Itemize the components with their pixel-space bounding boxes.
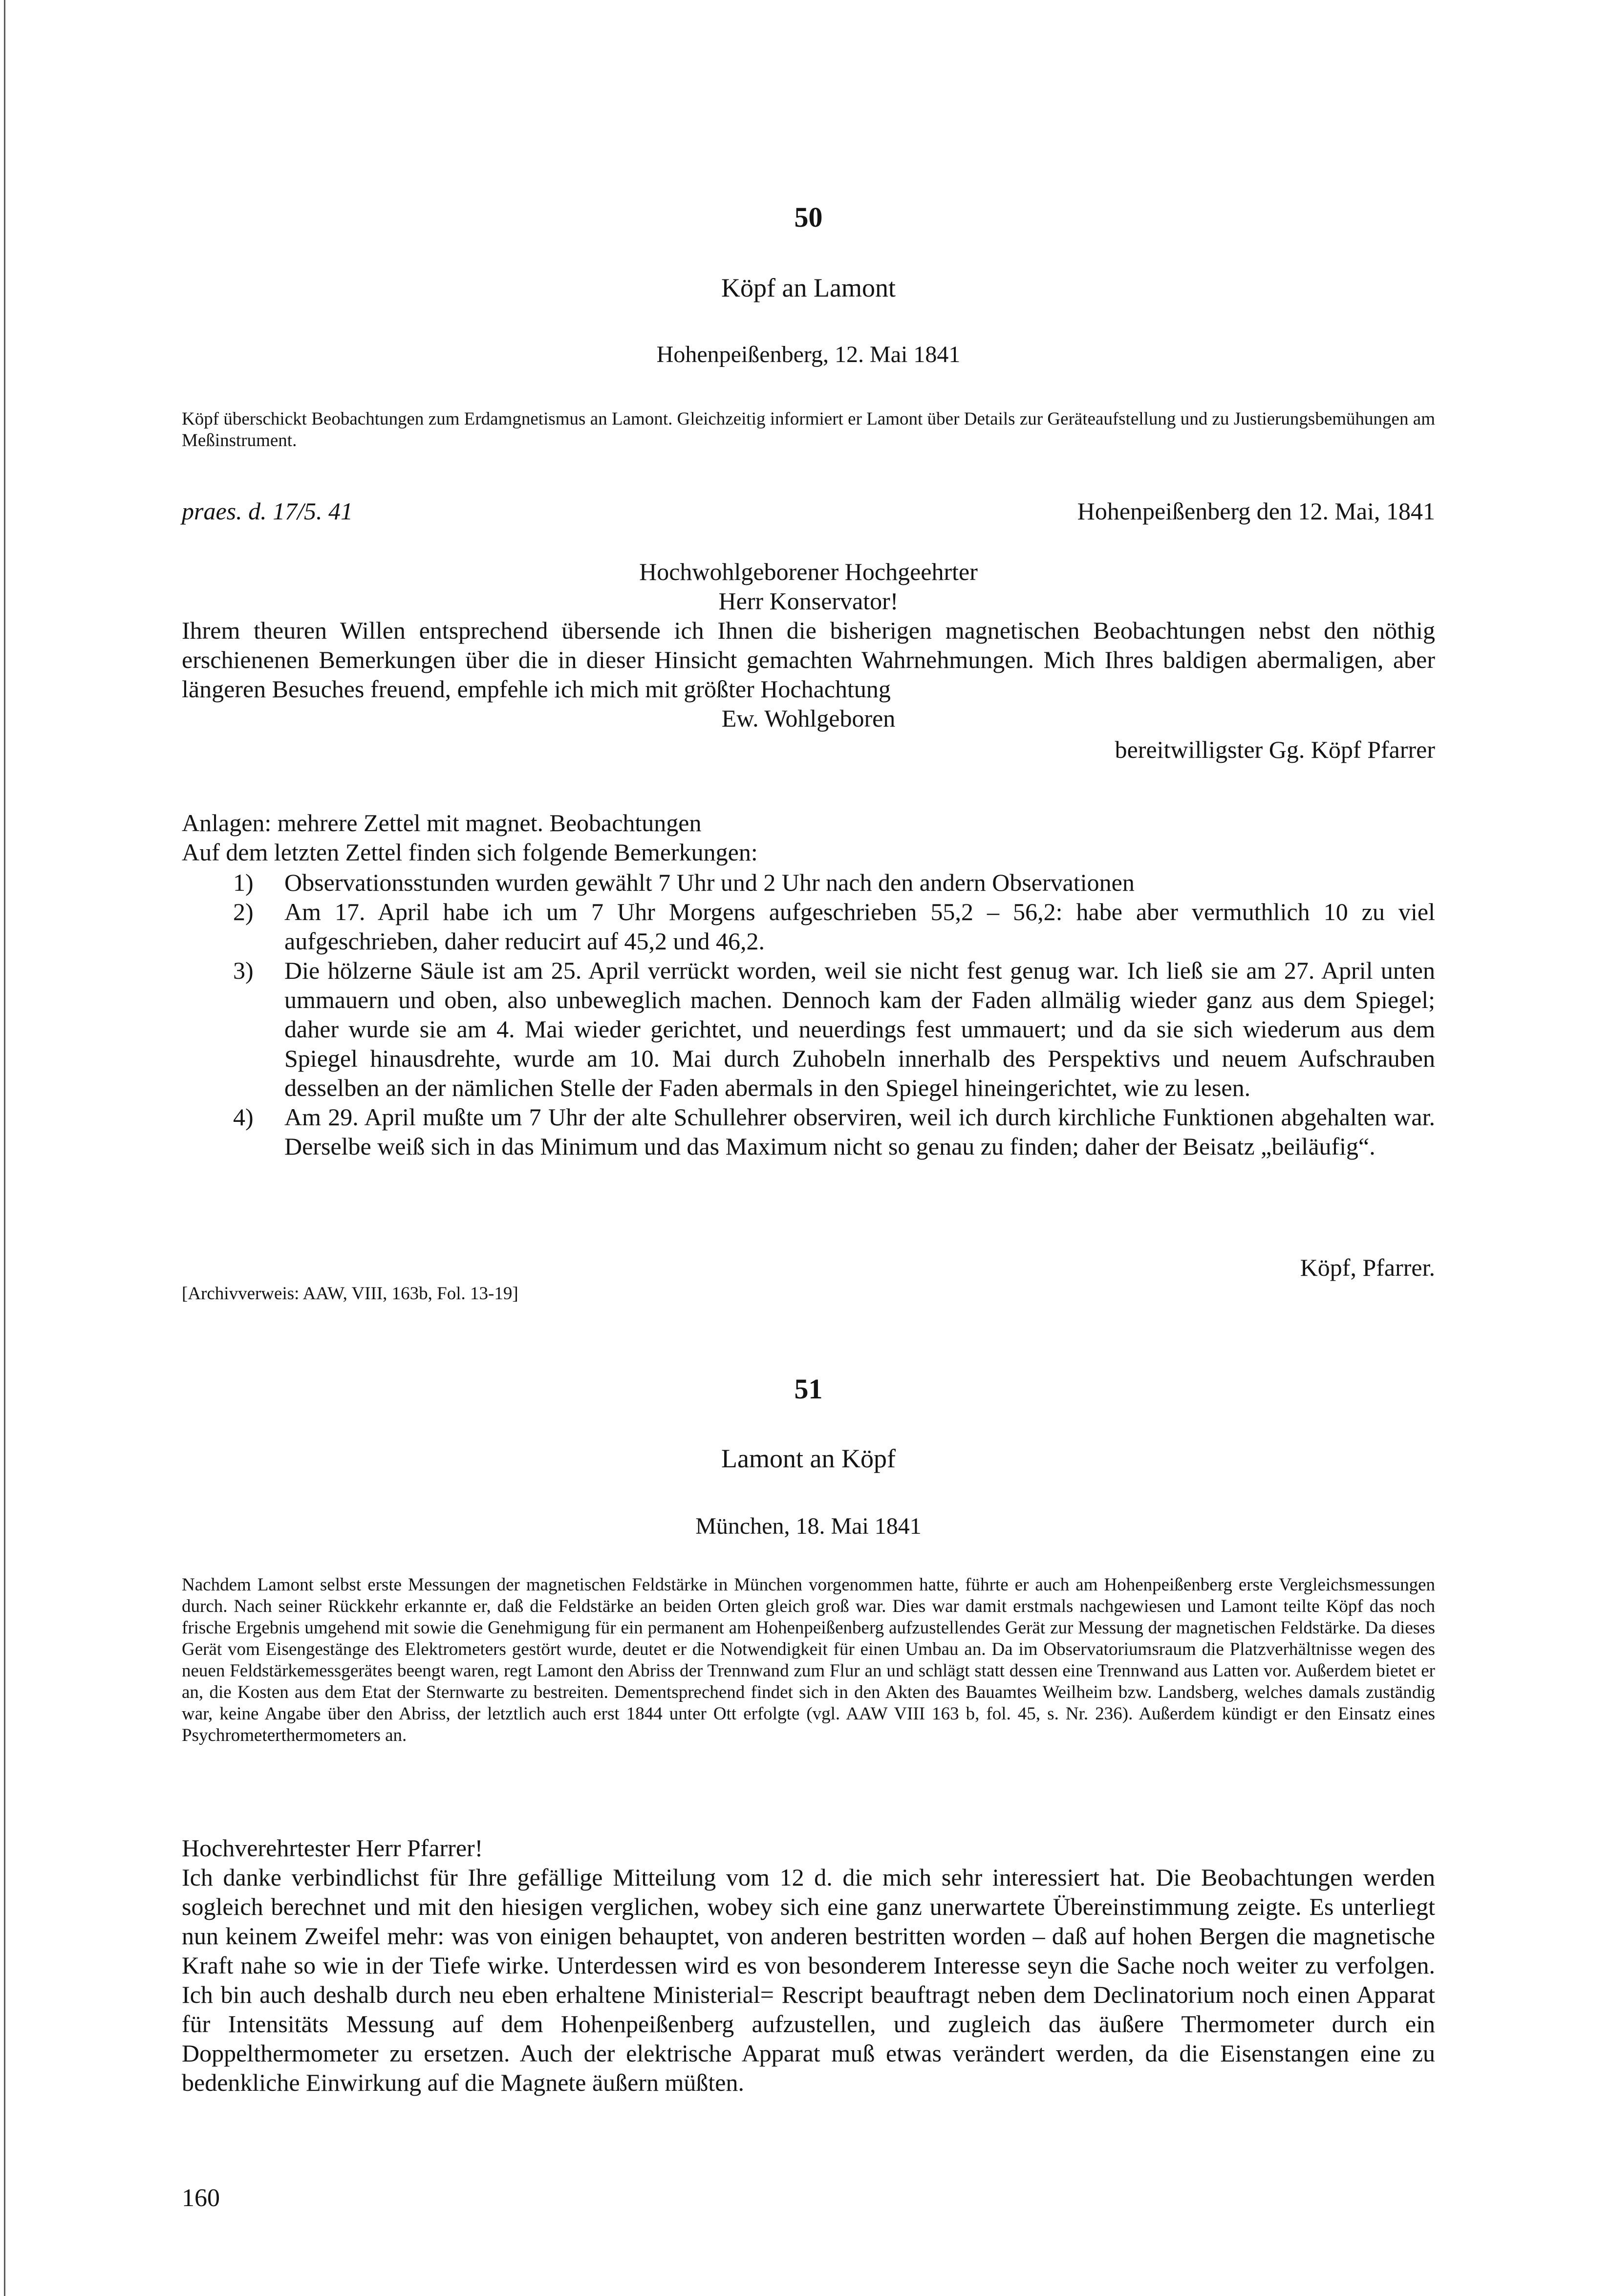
closing-line: Ew. Wohlgeboren xyxy=(721,705,896,732)
list-marker: 4) xyxy=(233,1103,254,1131)
letter-body-block xyxy=(182,1833,1435,2097)
letter-number: 51 xyxy=(794,1373,823,1405)
letter-body: Ihrem theuren Willen entsprechend übersende ich Ihnen die bisherigen magnetischen Beobachtungen nebst den nöthig erschienenen Bemerkungen über die in dieser Hinsicht gemachten Wahrnehmungen. Mich Ihres baldigen abermaligen, aber längeren Besuches freuend, empfehle ich mich mit größter Hochachtung xyxy=(182,617,1435,703)
letter-header-row xyxy=(182,495,1435,527)
header-date: Hohenpeißenberg den 12. Mai, 1841 xyxy=(1077,497,1435,525)
letter-title: Köpf an Lamont xyxy=(721,273,896,302)
remarks-list xyxy=(182,868,1435,1161)
list-marker: 1) xyxy=(233,869,254,896)
list-item xyxy=(182,897,1435,956)
list-item xyxy=(182,868,1435,897)
letter-place-date: München, 18. Mai 1841 xyxy=(695,1513,922,1539)
list-marker: 2) xyxy=(233,898,254,925)
letter-summary: Nachdem Lamont selbst erste Messungen der magnetischen Feldstärke in München vorgenommen hatte, führte er auch am Hohenpeißenberg erste Vergleichsmessungen durch. Nach seiner Rückkehr erkannte er, daß die Feldstärke an beiden Orten gleich groß war. Dies war damit erstmals nachgewiesen und Lamont teilte Köpf das noch frische Ergebnis umgehend mit sowie die Genehmigung für ein permanent am Hohenpeißenberg aufzustellendes Gerät zur Messung der magnetischen Feldstärke. Da dieses Gerät vom Eisengestänge des Elektrometers gestört wurde, deutet er die Notwendigkeit für einen Umbau an. Da im Observatoriumsraum die Platzverhältnisse wegen des neuen Feldstärkemessgerätes beengt waren, regt Lamont den Abriss der Trennwand zum Flur an und schlägt statt dessen eine Trennwand aus Latten vor. Außerdem bietet er an, die Kosten aus dem Etat der Sternwarte zu bestreiten. Dementsprechend findet sich in den Akten des Bauamtes Weilheim bzw. Landsberg, welches damals zuständig war, keine Angabe über den Abriss, der letztlich auch erst 1844 unter Ott erfolgte (vgl. AAW VIII 163 b, fol. 45, s. Nr. 236). Außerdem kündigt er den Einsatz eines Psychrometerthermometers an. xyxy=(182,1575,1435,1745)
scan-edge xyxy=(4,0,5,2296)
page-number: 160 xyxy=(182,2184,220,2212)
salutation-line: Herr Konservator! xyxy=(718,587,899,615)
list-item xyxy=(182,956,1435,1102)
enclosure-line: Auf dem letzten Zettel finden sich folgende Bemerkungen: xyxy=(182,838,758,866)
list-marker: 3) xyxy=(233,957,254,984)
enclosure-block xyxy=(182,808,1435,867)
list-item-text: Observationsstunden wurden gewählt 7 Uhr und 2 Uhr nach den andern Observationen xyxy=(284,869,1135,896)
final-signature: Köpf, Pfarrer. xyxy=(1300,1254,1435,1281)
letter-summary: Köpf überschickt Beobachtungen zum Erdamgnetismus an Lamont. Gleichzeitig informiert er Lamont über Details zur Geräteaufstellung und zu Justierungsbemühungen am Meßinstrument. xyxy=(182,409,1435,451)
list-item-text: Am 29. April mußte um 7 Uhr der alte Schullehrer observiren, weil ich durch kirchliche Funktionen abgehalten war. Derselbe weiß sich in das Minimum und das Maximum nicht so genau zu finden; daher der Beisatz „beiläufig“. xyxy=(284,1103,1435,1160)
letter-number: 50 xyxy=(794,201,823,233)
letter-place-date: Hohenpeißenberg, 12. Mai 1841 xyxy=(656,342,961,367)
letter-title: Lamont an Köpf xyxy=(721,1444,896,1473)
praesentatum-note: praes. d. 17/5. 41 xyxy=(182,497,353,525)
letter-body-block xyxy=(182,557,1435,764)
list-item xyxy=(182,1102,1435,1161)
enclosure-line: Anlagen: mehrere Zettel mit magnet. Beobachtungen xyxy=(182,809,702,837)
list-item-text: Am 17. April habe ich um 7 Uhr Morgens aufgeschrieben 55,2 – 56,2: habe aber vermuthlich 10 zu viel aufgeschrieben, daher reducirt auf 45,2 und 46,2. xyxy=(284,898,1435,955)
signature-line: bereitwilligster Gg. Köpf Pfarrer xyxy=(1115,736,1435,763)
letter-body: Ich danke verbindlichst für Ihre gefällige Mitteilung vom 12 d. die mich sehr interessiert hat. Die Beobachtungen werden sogleich berechnet und mit den hiesigen verglichen, wobey sich eine ganz unerwartete Übereinstimmung zeigte. Es unterliegt nun keinem Zweifel mehr: was von einigen behauptet, von anderen bestritten worden – daß auf hohen Bergen die magnetische Kraft nahe so wie in der Tiefe wirke. Unterdessen wird es von besonderem Interesse seyn die Sache noch weiter zu verfolgen. Ich bin auch deshalb durch neu eben erhaltene Ministerial= Rescript beauftragt neben dem Declinatorium noch einen Apparat für Intensitäts Messung auf dem Hohenpeißenberg aufzustellen, und zugleich das äußere Thermometer durch ein Doppelthermometer zu ersetzen. Auch der elektrische Apparat muß etwas verändert werden, da die Eisenstangen eine zu bedenkliche Einwirkung auf die Magnete äußern müßten. xyxy=(182,1864,1435,2096)
archive-reference: [Archivverweis: AAW, VIII, 163b, Fol. 13-19] xyxy=(182,1284,518,1304)
salutation-line: Hochverehrtester Herr Pfarrer! xyxy=(182,1834,483,1862)
salutation-line: Hochwohlgeborener Hochgeehrter xyxy=(639,558,978,585)
list-item-text: Die hölzerne Säule ist am 25. April verrückt worden, weil sie nicht fest genug war. Ich ließ sie am 27. April unten ummauern und oben, also unbeweglich machen. Dennoch kam der Faden allmälig wieder ganz aus dem Spiegel; daher wurde sie am 4. Mai wieder gerichtet, und neuerdings fest ummauert; und da sie sich wiederum aus dem Spiegel hinausdrehte, wurde am 10. Mai durch Zuhobeln innerhalb des Perspektivs und neuem Aufschrauben desselben an der nämlichen Stelle der Faden abermals in den Spiegel hineingerichtet, wie zu lesen. xyxy=(284,957,1435,1101)
